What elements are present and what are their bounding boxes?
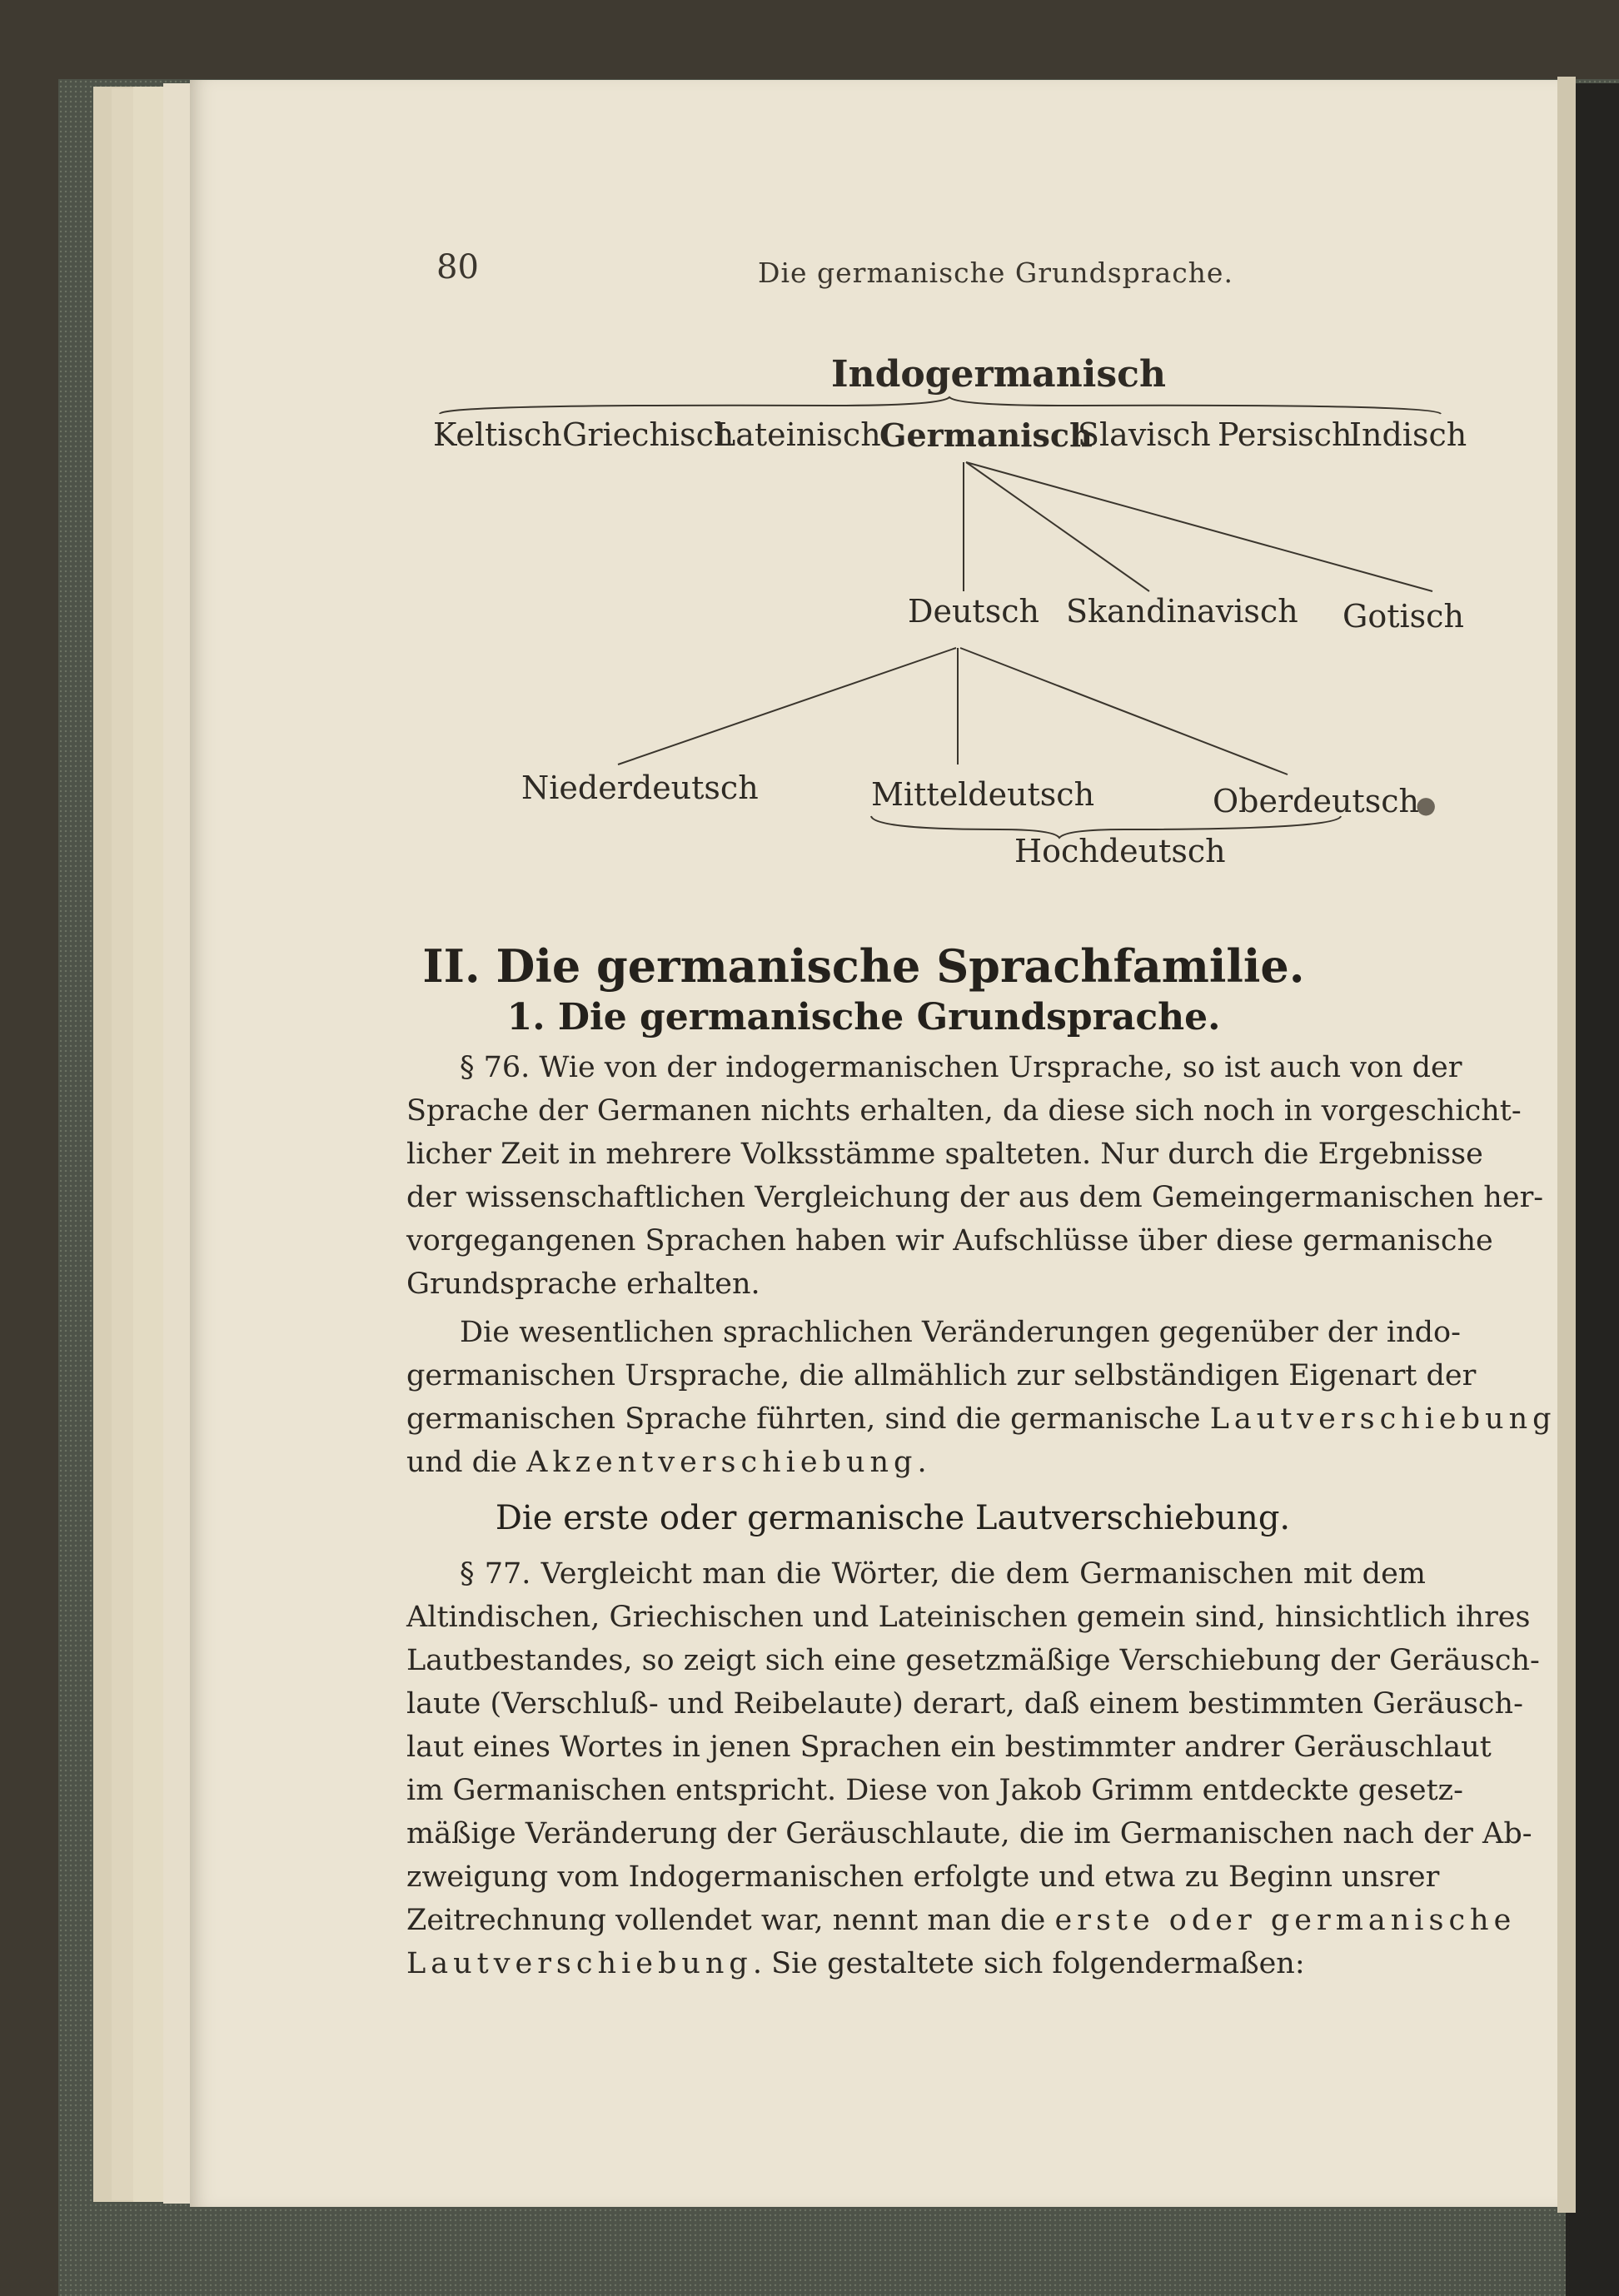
text-line: licher Zeit in mehrere Volksstämme spalteten. Nur durch die Ergebnisse: [406, 1138, 1483, 1171]
tree-node-griechisch: Griechisch: [562, 416, 735, 453]
text-line: Die wesentlichen sprachlichen Veränderungen gegenüber der indo-: [460, 1316, 1461, 1349]
tree-node-mitteldeutsch: Mitteldeutsch: [871, 776, 1095, 813]
text-line: im Germanischen entspricht. Diese von Jakob Grimm entdeckte gesetz-: [406, 1774, 1463, 1807]
root-bracket: [440, 397, 1441, 414]
tree-node-skandinavisch: Skandinavisch: [1066, 593, 1298, 630]
section-heading: II. Die germanische Sprachfamilie.: [422, 939, 1305, 993]
ink-speck: ●: [1416, 791, 1437, 819]
tree-node-oberdeutsch: Oberdeutsch: [1213, 783, 1419, 819]
tree-node-germanisch: Germanisch: [879, 416, 1093, 454]
running-title: Die germanische Grundsprache.: [758, 256, 1233, 289]
emphasis-term: Lautverschiebung: [406, 1947, 753, 1980]
tree-node-niederdeutsch: Niederdeutsch: [521, 769, 759, 806]
text-run: . Sie gestaltete sich folgendermaßen:: [752, 1947, 1305, 1980]
text-line: mäßige Veränderung der Geräuschlaute, die im Germanischen nach der Ab-: [406, 1817, 1532, 1850]
text-run: germanischen Sprache führten, sind die germanische: [406, 1402, 1201, 1436]
page-number: 80: [436, 248, 479, 286]
subsection-heading: Die erste oder germanische Lautverschiebung.: [495, 1499, 1291, 1537]
line-deutsch-niederdeutsch: [618, 648, 956, 765]
tree-node-slavisch: Slavisch: [1078, 416, 1211, 453]
text-line: Grundsprache erhalten.: [406, 1268, 760, 1301]
text-line: Sprache der Germanen nichts erhalten, da diese sich noch in vorgeschicht-: [406, 1094, 1522, 1128]
text-line: vorgegangenen Sprachen haben wir Aufschlüsse über diese germanische: [406, 1224, 1493, 1258]
line-germanisch-gotisch: [966, 462, 1432, 591]
tree-node-gotisch: Gotisch: [1343, 598, 1464, 635]
tree-node-persisch: Persisch: [1218, 416, 1352, 453]
tree-node-deutsch: Deutsch: [908, 593, 1039, 630]
line-deutsch-oberdeutsch: [960, 648, 1288, 774]
text-line: zweigung vom Indogermanischen erfolgte und etwa zu Beginn unsrer: [406, 1860, 1440, 1894]
text-line: der wissenschaftlichen Vergleichung der aus dem Gemeingermanischen her-: [406, 1181, 1544, 1214]
emphasis-term: Lautverschiebung: [1209, 1402, 1557, 1436]
text-line: [406, 1402, 1557, 1436]
text-line: [406, 1446, 1426, 1479]
emphasis-term: erste oder germanische: [1054, 1904, 1517, 1937]
tree-node-hochdeutsch: Hochdeutsch: [1014, 833, 1226, 869]
text-run: .: [917, 1446, 927, 1479]
text-run: Zeitrechnung vollendet war, nennt man die: [406, 1904, 1046, 1937]
text-line: § 77. Vergleicht man die Wörter, die dem Germanischen mit dem: [460, 1557, 1426, 1591]
text-line: Altindischen, Griechischen und Lateinischen gemein sind, hinsichtlich ihres: [406, 1601, 1531, 1634]
tree-node-indisch: Indisch: [1349, 416, 1467, 453]
text-line: germanischen Ursprache, die allmählich zur selbständigen Eigenart der: [406, 1359, 1477, 1392]
text-run: und die: [406, 1446, 517, 1479]
sub-heading: 1. Die germanische Grundsprache.: [506, 996, 1221, 1038]
text-line: Lautbestandes, so zeigt sich eine gesetzmäßige Verschiebung der Geräusch-: [406, 1644, 1540, 1677]
tree-node-keltisch: Keltisch: [433, 416, 562, 453]
text-line: laute (Verschluß- und Reibelaute) derart, daß einem bestimmten Geräusch-: [406, 1687, 1523, 1721]
text-line: § 76. Wie von der indogermanischen Ursprache, so ist auch von der: [460, 1051, 1462, 1084]
text-line: [406, 1947, 1426, 1980]
text-line: [406, 1904, 1517, 1937]
tree-node-lateinisch: Lateinisch: [715, 416, 881, 453]
text-line: laut eines Wortes in jenen Sprachen ein bestimmter andrer Geräuschlaut: [406, 1731, 1492, 1764]
emphasis-term: Akzentverschiebung: [526, 1446, 918, 1479]
line-germanisch-skandinavisch: [966, 462, 1149, 591]
tree-node-root: Indogermanisch: [831, 353, 1166, 396]
